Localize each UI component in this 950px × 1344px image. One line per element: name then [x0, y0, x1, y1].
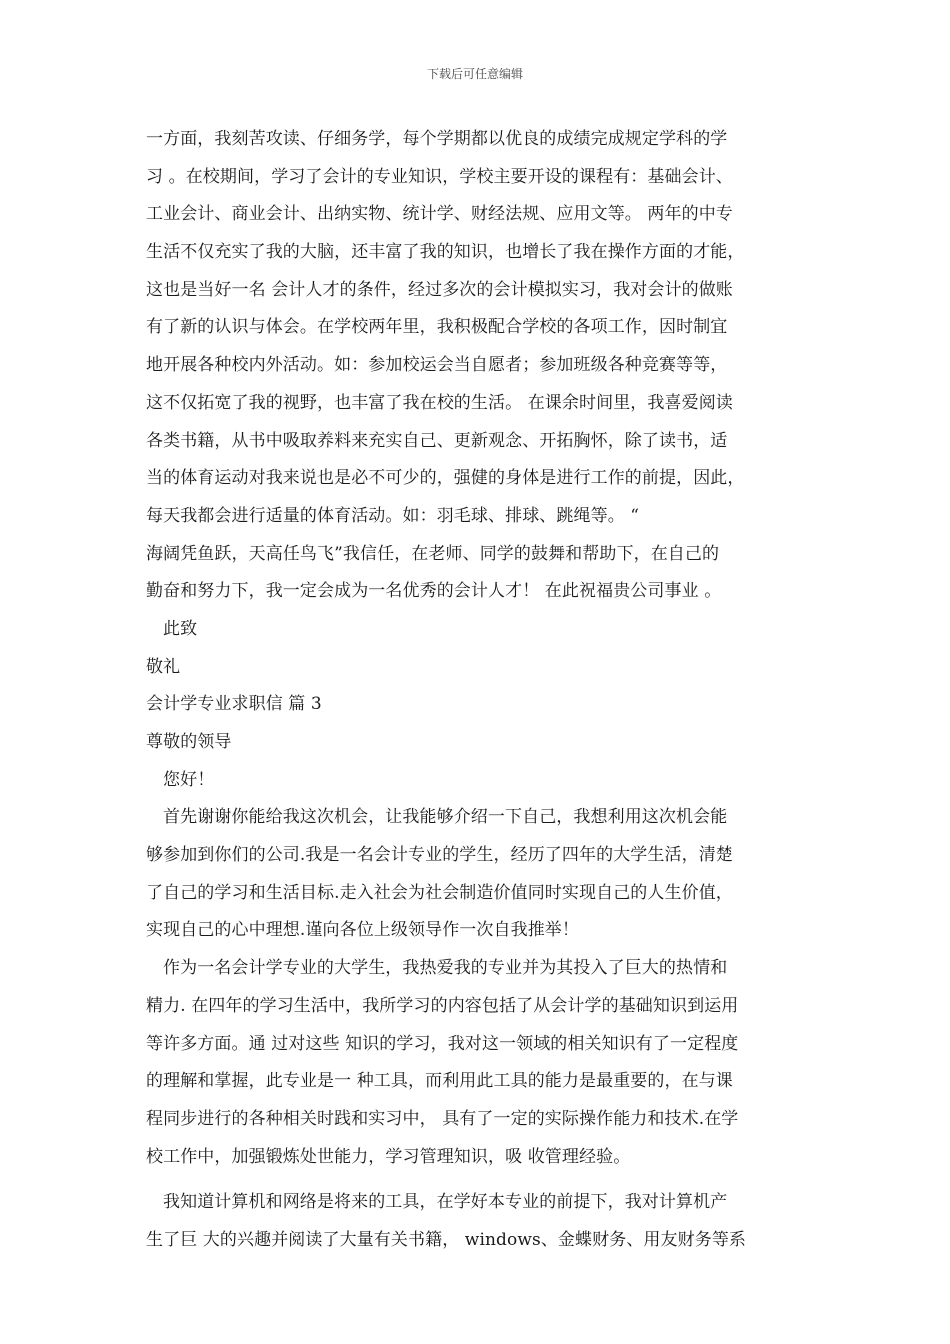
closing-regards: 敬礼 [146, 656, 181, 677]
text-line: 一方面，我刻苦攻读、仔细务学，每个学期都以优良的成绩完成规定学科的学 [146, 129, 728, 149]
text-line: 生了巨 大的兴趣并阅读了大量有关书籍， windows、金蝶财务、用友财务等系 [146, 1229, 747, 1250]
text-line: 勤奋和努力下，我一定会成为一名优秀的会计人才！ 在此祝福贵公司事业 。 [146, 581, 722, 602]
document-body [146, 121, 816, 1260]
text-line: 这也是当好一名 会计人才的条件，经过多次的会计模拟实习，我对会计的做账 [146, 279, 733, 300]
text-line: 这不仅拓宽了我的视野，也丰富了我在校的生活。 在课余时间里，我喜爱阅读 [146, 392, 733, 413]
text-line: 当的体育运动对我来说也是必不可少的，强健的身体是进行工作的前提，因此， [146, 468, 745, 489]
text-line: 首先谢谢你能给我这次机会，让我能够介绍一下自己，我想利用这次机会能 [163, 807, 728, 828]
text-line: 作为一名会计学专业的大学生，我热爱我的专业并为其投入了巨大的热情和 [163, 958, 728, 979]
text-line: 我知道计算机和网络是将来的工具，在学好本专业的前提下，我对计算机产 [163, 1192, 728, 1213]
text-line: 实现自己的心中理想.谨向各位上级领导作一次自我推举！ [146, 920, 580, 941]
closing-salutation: 此致 [163, 618, 198, 639]
text-line: 精力. 在四年的学习生活中，我所学习的内容包括了从会计学的基础知识到运用 [146, 995, 739, 1016]
text-line: 海阔凭鱼跃，天高任鸟飞”我信任，在老师、同学的鼓舞和帮助下，在自己的 [146, 543, 720, 564]
text-line: 了自己的学习和生活目标.走入社会为社会制造价值同时实现自己的人生价值， [146, 882, 733, 903]
section-title: 会计学专业求职信 篇 3 [146, 694, 322, 715]
greeting-recipient: 尊敬的领导 [146, 732, 232, 752]
page-header: 下载后可任意编辑 [426, 67, 523, 81]
text-line: 地开展各种校内外活动。如：参加校运会当自愿者；参加班级各种竞赛等等， [146, 355, 728, 376]
greeting: 您好！ [163, 769, 215, 790]
text-line: 等许多方面。通 过对这些 知识的学习，我对这一领域的相关知识有了一定程度 [146, 1033, 739, 1054]
text-line: 程同步进行的各种相关时践和实习中， 具有了一定的实际操作能力和技术.在学 [146, 1108, 739, 1129]
text-line: 各类书籍，从书中吸取养料来充实自己、更新观念、开拓胸怀，除了读书，适 [146, 430, 728, 451]
text-line: 校工作中，加强锻炼处世能力，学习管理知识，吸 收管理经验。 [146, 1146, 631, 1167]
text-line: 的理解和掌握，此专业是一 种工具，而利用此工具的能力是最重要的，在与课 [146, 1071, 733, 1092]
text-line: 习 。在校期间，学习了会计的专业知识，学校主要开设的课程有：基础会计、 [146, 166, 733, 187]
text-line: 每天我都会进行适量的体育活动。如：羽毛球、排球、跳绳等。 “ [146, 505, 640, 526]
text-line: 工业会计、商业会计、出纳实物、统计学、财经法规、应用文等。 两年的中专 [146, 204, 733, 225]
text-line: 生活不仅充实了我的大脑，还丰富了我的知识，也增长了我在操作方面的才能， [146, 242, 745, 263]
text-line: 够参加到你们的公司.我是一名会计专业的学生，经历了四年的大学生活，清楚 [146, 845, 733, 866]
text-line: 有了新的认识与体会。在学校两年里，我积极配合学校的各项工作，因时制宜 [146, 317, 728, 338]
